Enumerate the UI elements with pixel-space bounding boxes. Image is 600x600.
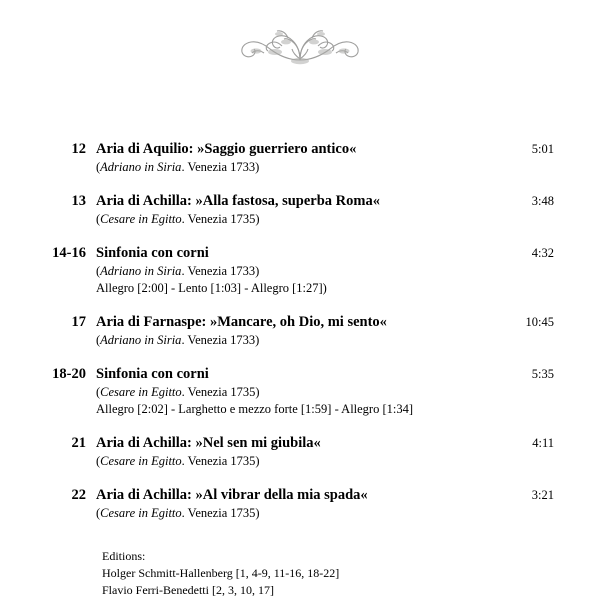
track-title: Aria di Achilla: »Nel sen mi giubila« — [96, 435, 321, 451]
track-number: 17 — [71, 314, 86, 330]
track-source: (Cesare in Egitto. Venezia 1735) — [96, 385, 260, 399]
track-duration: 5:35 — [531, 367, 554, 381]
track-body — [96, 244, 512, 297]
work-title: Adriano in Siria — [100, 160, 182, 174]
work-place-year: . Venezia 1735 — [181, 212, 256, 226]
track-source: (Adriano in Siria. Venezia 1733) — [96, 264, 260, 278]
track-title: Aria di Achilla: »Al vibrar della mia spada« — [96, 487, 368, 503]
track-title: Aria di Achilla: »Alla fastosa, superba Roma« — [96, 193, 380, 209]
track-title: Sinfonia con corni — [96, 245, 209, 261]
track-body — [96, 486, 512, 522]
work-title: Adriano in Siria — [100, 264, 182, 278]
track-duration: 4:32 — [531, 246, 554, 260]
track-number: 22 — [71, 487, 86, 503]
track-duration: 4:11 — [532, 436, 554, 450]
work-place-year: . Venezia 1735 — [181, 385, 256, 399]
work-place-year: . Venezia 1733 — [181, 264, 256, 278]
track-body — [96, 434, 512, 470]
edition-credit: Holger Schmitt-Hallenberg [1, 4-9, 11-16, 18-22] — [102, 566, 340, 580]
work-title: Adriano in Siria — [100, 333, 182, 347]
track-duration: 3:21 — [531, 488, 554, 502]
work-place-year: . Venezia 1733 — [181, 333, 256, 347]
track-number: 13 — [71, 193, 86, 209]
track-source: (Adriano in Siria. Venezia 1733) — [96, 160, 260, 174]
track-movements: Allegro [2:00] - Lento [1:03] - Allegro [1:27]) — [96, 281, 327, 295]
work-title: Cesare in Egitto — [100, 385, 182, 399]
track-duration: 3:48 — [531, 194, 554, 208]
track-row — [30, 365, 554, 418]
work-place-year: . Venezia 1733 — [181, 160, 256, 174]
track-title: Aria di Farnaspe: »Mancare, oh Dio, mi sento« — [96, 314, 387, 330]
work-title: Cesare in Egitto — [100, 212, 182, 226]
track-body — [96, 192, 512, 228]
floral-ornament-icon — [220, 22, 380, 68]
track-duration: 5:01 — [531, 142, 554, 156]
track-row — [30, 244, 554, 297]
track-number: 21 — [71, 435, 86, 451]
track-body — [96, 365, 512, 418]
editions-heading: Editions: — [102, 549, 146, 563]
work-place-year: . Venezia 1735 — [181, 506, 256, 520]
track-body — [96, 140, 512, 176]
track-number: 18-20 — [52, 366, 86, 382]
track-title: Aria di Aquilio: »Saggio guerriero antico« — [96, 141, 357, 157]
track-row — [30, 192, 554, 228]
track-row — [30, 486, 554, 522]
edition-credit: Flavio Ferri-Benedetti [2, 3, 10, 17] — [102, 583, 274, 597]
track-source: (Cesare in Egitto. Venezia 1735) — [96, 506, 260, 520]
track-duration: 10:45 — [525, 315, 554, 329]
work-title: Cesare in Egitto — [100, 506, 182, 520]
track-row — [30, 434, 554, 470]
track-source: (Cesare in Egitto. Venezia 1735) — [96, 212, 260, 226]
track-row — [30, 313, 554, 349]
track-title: Sinfonia con corni — [96, 366, 209, 382]
track-row — [30, 140, 554, 176]
ornament-container — [0, 0, 600, 70]
editions-block — [0, 548, 600, 599]
track-number: 14-16 — [52, 245, 86, 261]
track-body — [96, 313, 512, 349]
track-number: 12 — [71, 141, 86, 157]
track-movements: Allegro [2:02] - Larghetto e mezzo forte [1:59] - Allegro [1:34] — [96, 402, 414, 416]
work-title: Cesare in Egitto — [100, 454, 182, 468]
track-list — [0, 140, 600, 522]
track-source: (Cesare in Egitto. Venezia 1735) — [96, 454, 260, 468]
work-place-year: . Venezia 1735 — [181, 454, 256, 468]
track-source: (Adriano in Siria. Venezia 1733) — [96, 333, 260, 347]
